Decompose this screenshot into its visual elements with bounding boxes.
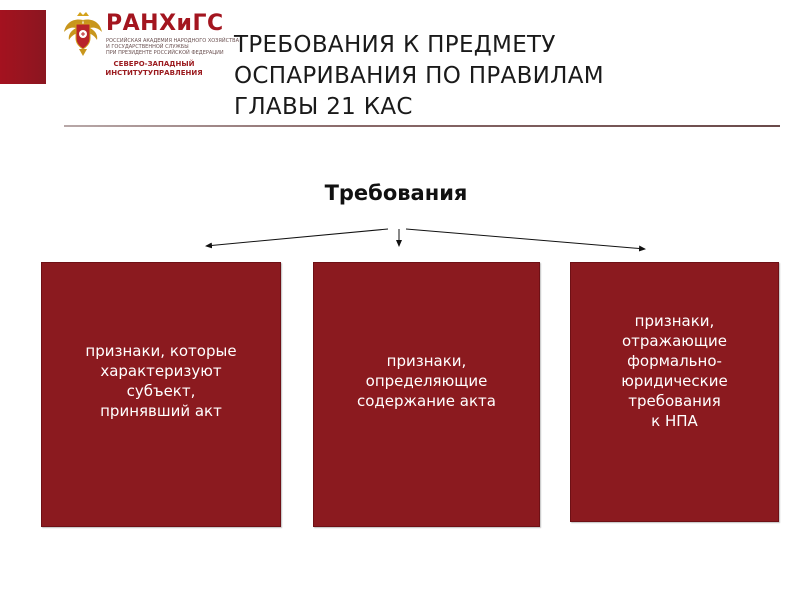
logo-fine-print (106, 38, 239, 56)
logo-fine-line: РОССИЙСКАЯ АКАДЕМИЯ НАРОДНОГО ХОЗЯЙСТВА (106, 38, 239, 44)
arrow-right (406, 229, 645, 249)
arrow-left (206, 229, 388, 246)
requirement-box-subject (41, 262, 281, 527)
logo-name: РАНХиГС (106, 11, 224, 36)
eagle-emblem-icon (62, 10, 104, 58)
logo-fine-line: ПРИ ПРЕЗИДЕНТЕ РОССИЙСКОЙ ФЕДЕРАЦИИ (106, 50, 224, 56)
logo-institute-line: ИНСТИТУТУПРАВЛЕНИЯ (105, 69, 203, 77)
logo-fine-line: И ГОСУДАРСТВЕННОЙ СЛУЖБЫ (106, 44, 189, 50)
requirement-box-text: признаки, которые характеризуют субъект, принявший акт (85, 342, 237, 420)
requirement-box-content (313, 262, 540, 527)
logo-institute-name (104, 60, 204, 78)
logo-institute-line: СЕВЕРО-ЗАПАДНЫЙ (113, 60, 195, 68)
requirement-box-text: признаки, определяющие содержание акта (357, 352, 496, 410)
requirement-box-formal (570, 262, 779, 522)
title-divider (64, 125, 780, 127)
slide-title: ТРЕБОВАНИЯ К ПРЕДМЕТУ ОСПАРИВАНИЯ ПО ПРАВИЛАМ ГЛАВЫ 21 КАС (234, 32, 604, 120)
ranepa-logo (62, 10, 239, 82)
corner-accent-block (0, 10, 46, 84)
section-heading: Требования (324, 181, 468, 205)
requirement-box-text: признаки, отражающие формально- юридические требования к НПА (621, 312, 728, 430)
